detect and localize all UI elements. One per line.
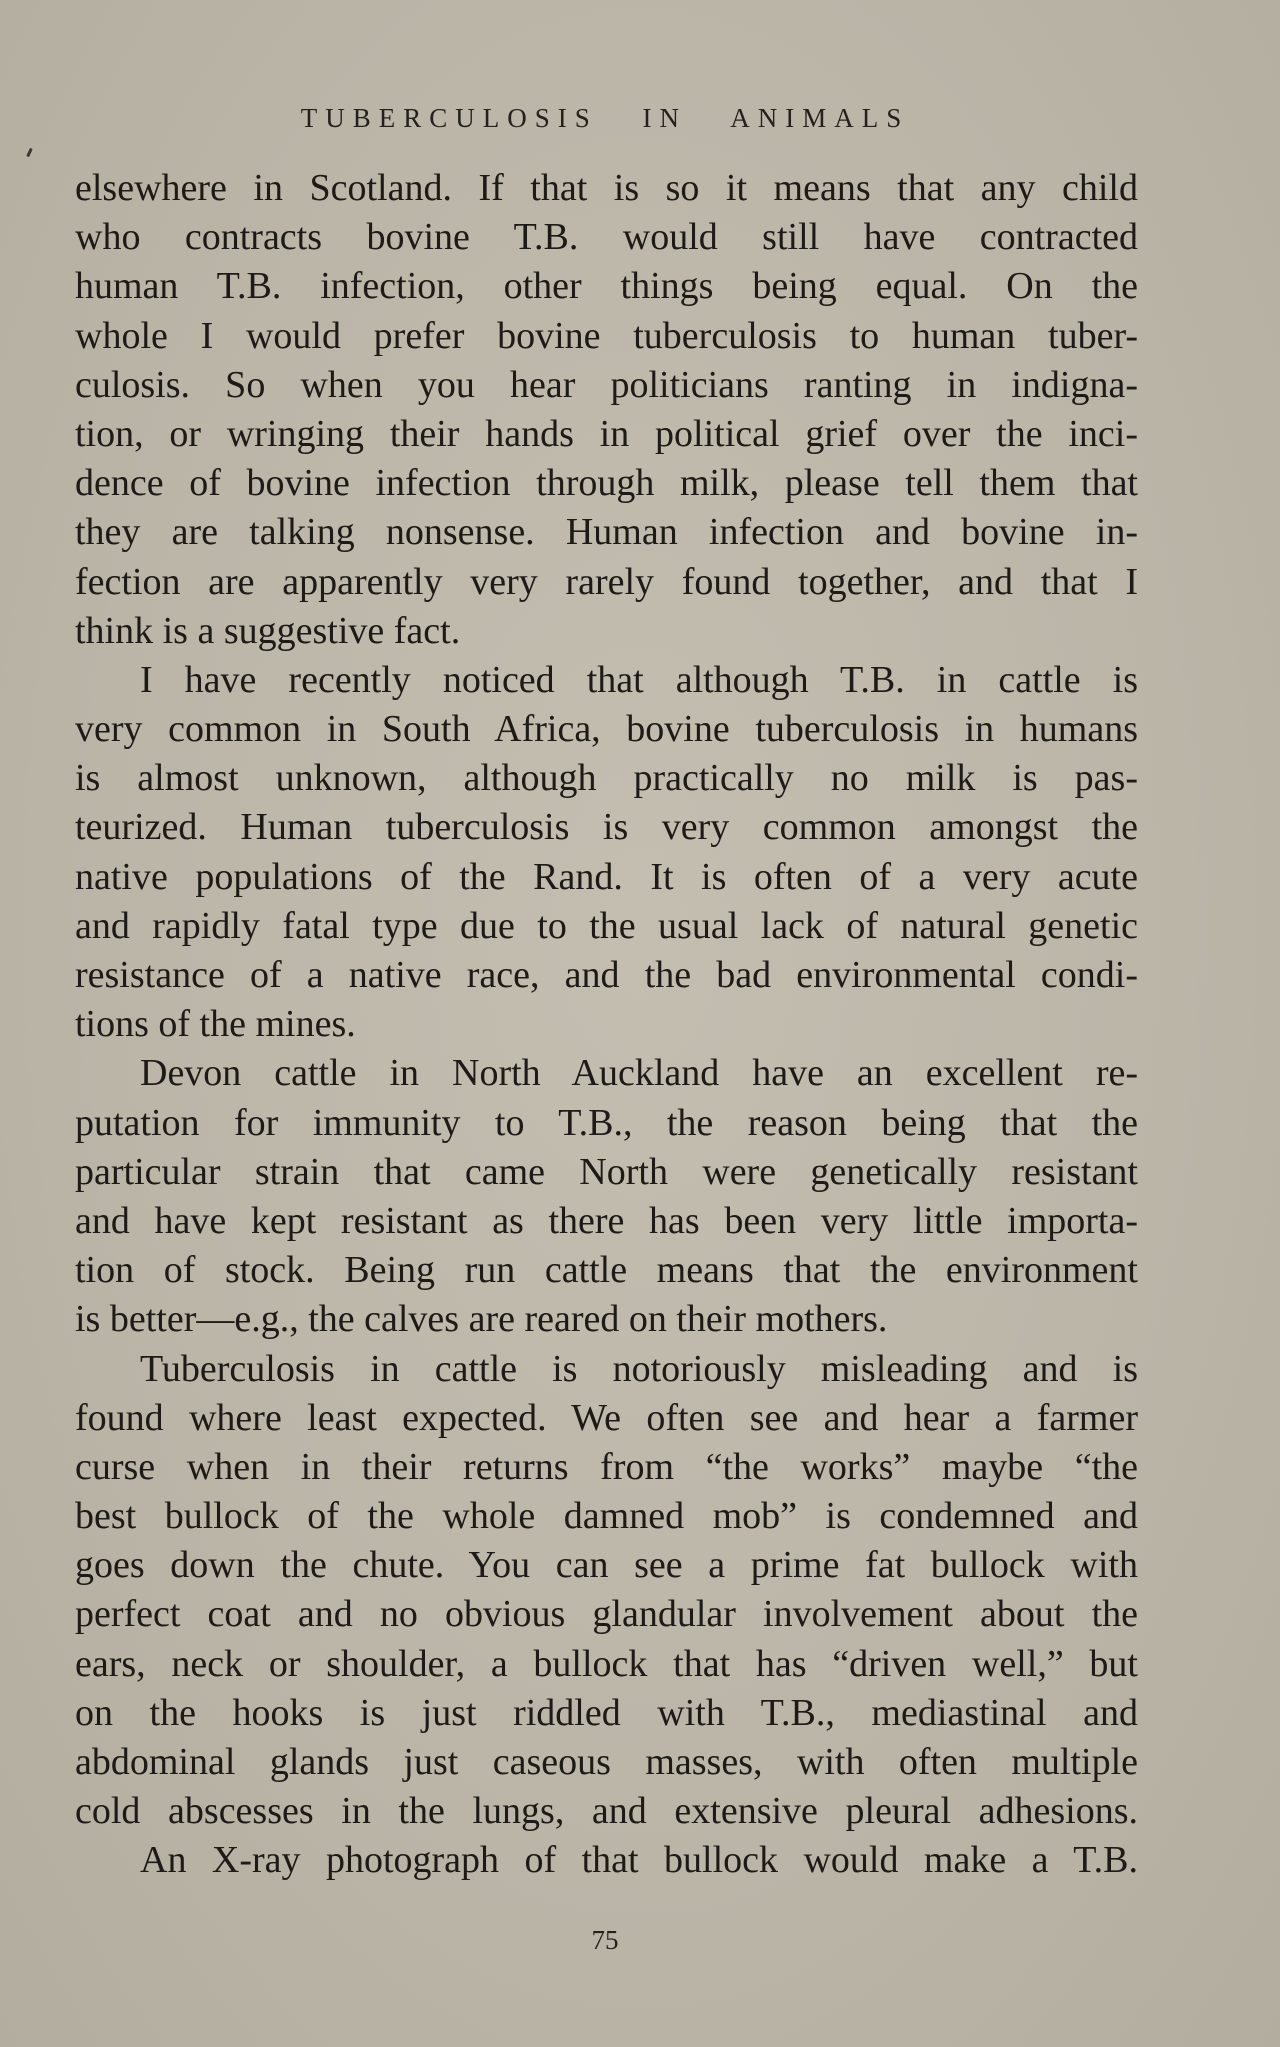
- text-line: who contracts bovine T.B. would still have contracted: [75, 216, 1138, 259]
- text-line: perfect coat and no obvious glandular involvement about the: [75, 1593, 1138, 1636]
- text-line: and have kept resistant as there has been very little importa-: [75, 1199, 1138, 1242]
- page-number: 75: [591, 1925, 619, 1955]
- text-line: resistance of a native race, and the bad environmental condi-: [75, 954, 1138, 996]
- body-text: [75, 164, 1138, 1886]
- text-line: think is a suggestive fact.: [75, 609, 461, 652]
- text-line: I have recently noticed that although T.B. in cattle is: [140, 658, 1138, 701]
- text-line: is better—e.g., the calves are reared on their mothers.: [75, 1298, 888, 1341]
- text-line: whole I would prefer bovine tuberculosis to human tuber-: [75, 314, 1138, 357]
- text-line: fection are apparently very rarely found together, and that I: [75, 560, 1138, 603]
- text-line: Devon cattle in North Auckland have an excellent re-: [140, 1052, 1138, 1095]
- text-line: found where least expected. We often see and hear a farmer: [75, 1396, 1138, 1439]
- text-line: culosis. So when you hear politicians ranting in indigna-: [75, 363, 1138, 406]
- text-line: ears, neck or shoulder, a bullock that has “driven well,” but: [75, 1642, 1138, 1685]
- text-line: curse when in their returns from “the works” maybe “the: [75, 1445, 1138, 1488]
- text-line: very common in South Africa, bovine tuberculosis in humans: [75, 708, 1138, 751]
- text-line: particular strain that came North were genetically resistant: [75, 1150, 1138, 1193]
- text-line: native populations of the Rand. It is often of a very acute: [75, 855, 1138, 898]
- text-line: cold abscesses in the lungs, and extensive pleural adhesions.: [75, 1790, 1138, 1833]
- text-line: Tuberculosis in cattle is notoriously misleading and is: [140, 1347, 1138, 1390]
- text-line: abdominal glands just caseous masses, with often multiple: [75, 1741, 1138, 1783]
- text-line: dence of bovine infection through milk, please tell them that: [75, 462, 1138, 505]
- text-line: best bullock of the whole damned mob” is condemned and: [75, 1495, 1138, 1538]
- text-line: elsewhere in Scotland. If that is so it means that any child: [75, 167, 1138, 209]
- text-line: An X-ray photograph of that bullock would make a T.B.: [140, 1839, 1138, 1882]
- text-line: they are talking nonsense. Human infection and bovine in-: [75, 511, 1138, 554]
- text-line: putation for immunity to T.B., the reason being that the: [75, 1101, 1138, 1144]
- text-line: tion of stock. Being run cattle means that the environment: [75, 1249, 1138, 1292]
- text-line: is almost unknown, although practically no milk is pas-: [75, 757, 1138, 800]
- text-line: teurized. Human tuberculosis is very common amongst the: [75, 806, 1138, 849]
- text-line: human T.B. infection, other things being equal. On the: [75, 265, 1138, 308]
- text-line: and rapidly fatal type due to the usual lack of natural genetic: [75, 904, 1138, 947]
- text-line: on the hooks is just riddled with T.B., mediastinal and: [75, 1691, 1138, 1734]
- text-line: tions of the mines.: [75, 1003, 356, 1046]
- text-line: goes down the chute. You can see a prime fat bullock with: [75, 1544, 1138, 1587]
- text-line: tion, or wringing their hands in political grief over the inci-: [75, 412, 1138, 455]
- running-head: TUBERCULOSIS IN ANIMALS: [300, 103, 910, 133]
- ink-speck: [26, 148, 33, 157]
